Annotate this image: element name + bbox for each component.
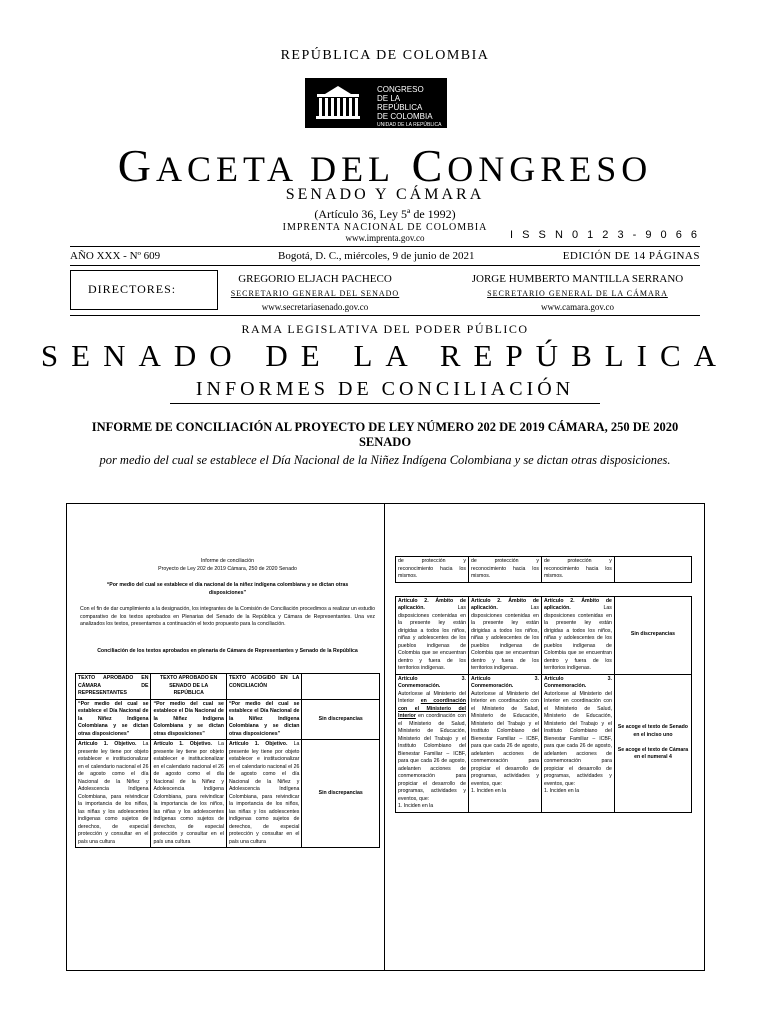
congress-logo: [305, 78, 447, 128]
conciliation-table-right: [395, 556, 692, 813]
printer-name: IMPRENTA NACIONAL DE COLOMBIA: [282, 222, 488, 233]
conciliation-table-left: [75, 673, 380, 848]
col-head-notes: [302, 674, 380, 700]
conciliation-heading: Conciliación de los textos aprobados en plenaria de Cámara de Representantes y Senado de la República: [97, 648, 358, 654]
table-cell: Artículo 3. Conmemoración. Autorícese al Ministerio del Interior en coordinación con el Ministerio de Salud, Ministerio de Educación, Ministerio del Trabajo y el Instituto Colombiano del Bienestar Familiar – ICBF, para que cada 26 de agosto, adelanten acciones de conmemoración para propiciar el desarrollo de programas, actividades y eventos, que: 1. Inciden en la: [541, 674, 614, 812]
col-head-senado: TEXTO APROBADO EN SENADO DE LA REPÚBLICA: [151, 674, 226, 700]
discrepancy-note: Sin discrepancias: [302, 740, 380, 848]
director-senate-name: GREGORIO ELJACH PACHECO: [238, 273, 392, 285]
table-row: [396, 674, 692, 812]
branch-heading: RAMA LEGISLATIVA DEL PODER PÚBLICO: [241, 322, 529, 336]
discrepancy-note: Se acoge el texto de Senado en el inciso uno Se acoge el texto de Cámara en el numeral 4: [614, 674, 691, 812]
director-chamber-name: JORGE HUMBERTO MANTILLA SERRANO: [471, 273, 684, 285]
table-cell: “Por medio del cual se establece el Día Nacional de la Niñez Indígena Colombiana y se dictan otras disposiciones”: [226, 699, 301, 740]
table-cell: “Por medio del cual se establece el Día Nacional de la Niñez Indígena Colombiana y se dictan otras disposiciones”: [76, 699, 151, 740]
gazette-title: GACETA DEL CONGRESO: [117, 140, 653, 191]
table-spacer-row: [396, 582, 692, 596]
director-senate-title: SECRETARIO GENERAL DEL SENADO: [230, 289, 400, 298]
table-row: [396, 557, 692, 583]
table-cell: de protección y reconocimiento hacia los mismos.: [541, 557, 614, 583]
printer-website: www.imprenta.gov.co: [345, 233, 425, 243]
col-head-camara: TEXTO APROBADO EN CÁMARA DE REPRESENTANTES: [76, 674, 151, 700]
table-cell: Artículo 1. Objetivo. La presente ley tiene por objeto establecer e institucionalizar en el calendario nacional el 26 de agosto como el día Nacional de la Niñez y Adolescencia Indígena Colombiana, para reivindicar la importancia de los niños, las niñas y los adolescentes indígenas como sujetos de derechos, de especial protección y consultar en el país una cultura: [151, 740, 226, 848]
discrepancy-note: Sin discrepancias: [614, 596, 691, 674]
left-page-heading: Informe de conciliación: [200, 558, 255, 564]
table-row: [396, 596, 692, 674]
table-cell: de protección y reconocimiento hacia los mismos.: [468, 557, 541, 583]
country-heading: REPÚBLICA DE COLOMBIA: [280, 48, 490, 63]
legal-article: (Artículo 36, Ley 5ª de 1992): [314, 207, 456, 221]
table-header-row: [76, 674, 380, 700]
edition-year: AÑO XXX - Nº 609: [70, 250, 161, 262]
divider: [70, 315, 700, 316]
table-cell: Artículo 1. Objetivo. La presente ley tiene por objeto establecer e institucionalizar en el calendario nacional el 26 de agosto como el día Nacional de la Niñez y Adolescencia Indígena Colombiana, para reivindicar la importancia de los niños, las niñas y los adolescentes indígenas como sujetos de derechos, de especial protección y consultar en el país una cultura: [76, 740, 151, 848]
table-cell: Artículo 2. Ámbito de aplicación. Las disposiciones contenidas en la presente ley están dirigidas a todos los niños, niñas y adolescentes de los pueblos indígenas de Colombia que se encuentran dentro y fuera de los territorios indígenas.: [396, 596, 469, 674]
page-divider: [384, 503, 385, 970]
edition-date: Bogotá, D. C., miércoles, 9 de junio de 2021: [278, 250, 475, 262]
directors-label: DIRECTORES:: [88, 282, 177, 296]
divider: [170, 403, 600, 404]
left-page-quote: “Por medio del cual se establece el día nacional de la niñez indígena colombiana y se dictan otras disposiciones”: [106, 582, 349, 596]
table-cell: Artículo 3. Conmemoración. Autorícese al Ministerio del Interior en coordinación con el Ministerio del Interior en coordinación con el Ministerio de Salud, Ministerio de Educación, Ministerio del Trabajo y el Instituto Colombiano del Bienestar Familiar – ICBF, para que cada 26 de agosto, adelanten acciones de conmemoración para propiciar el desarrollo de programas, actividades y eventos, que: 1. Inciden en la: [396, 674, 469, 812]
table-cell: Artículo 1. Objetivo. La presente ley tiene por objeto establecer e institucionalizar en el calendario nacional el 26 de agosto como el día Nacional de la Niñez y Adolescencia Indígena Colombiana, para reivindicar la importancia de los niños, las niñas y los adolescentes indígenas como sujetos de derechos, de especial protección y consultar en el país una cultura: [226, 740, 301, 848]
report-title: INFORME DE CONCILIACIÓN AL PROYECTO DE LEY NÚMERO 202 DE 2019 CÁMARA, 250 DE 2020 SENADO: [91, 420, 679, 449]
capitol-building-icon: [313, 84, 363, 122]
table-row: [76, 740, 380, 848]
logo-text: CONGRESO DE LA REPÚBLICA DE COLOMBIA UNIDAD DE LA REPÚBLICA: [377, 85, 442, 128]
table-cell: Artículo 3. Conmemoración. Autorícese al Ministerio del Interior en coordinación con el Ministerio de Salud, Ministerio de Educación, Ministerio del Trabajo y el Instituto Colombiano del Bienestar Familiar – ICBF, para que cada 26 de agosto, adelanten acciones de conmemoración para propiciar el desarrollo de programas, actividades y eventos, que: 1. Inciden en la: [468, 674, 541, 812]
table-cell: Artículo 2. Ámbito de aplicación. Las disposiciones contenidas en la presente ley están dirigidas a todos los niños, niñas y adolescentes de los pueblos indígenas de Colombia que se encuentran dentro y fuera de los territorios indígenas.: [541, 596, 614, 674]
table-cell: [614, 557, 691, 583]
table-cell: “Por medio del cual se establece el Día Nacional de la Niñez Indígena Colombiana y se dictan otras disposiciones”: [151, 699, 226, 740]
divider: [70, 246, 700, 247]
senate-website[interactable]: www.secretariasenado.gov.co: [261, 302, 369, 312]
divider: [70, 265, 700, 266]
section-type-heading: INFORMES DE CONCILIACIÓN: [195, 378, 575, 400]
table-cell: de protección y reconocimiento hacia los mismos.: [396, 557, 469, 583]
left-page-intro: Con el fin de dar cumplimiento a la designación, los integrantes de la Comisión de Conciliación procedimos a realizar un estudio comparativo de los textos aprobados en Plenarias del Senado de la República y Cámara de Representantes. Una vez analizados los textos, presentamos a continuación el texto propuesto para la conciliación.: [80, 606, 375, 627]
chamber-heading: SENADO DE LA REPÚBLICA: [40, 338, 730, 373]
table-cell: Artículo 2. Ámbito de aplicación. Las disposiciones contenidas en la presente ley están dirigidas a todos los niños, niñas y adolescentes de los pueblos indígenas de Colombia que se encuentran dentro y fuera de los territorios indígenas.: [468, 596, 541, 674]
director-chamber-title: SECRETARIO GENERAL DE LA CÁMARA: [487, 289, 668, 298]
issn: I S S N 0 1 2 3 - 9 0 6 6: [510, 229, 700, 241]
table-row: [76, 699, 380, 740]
left-page-project: Proyecto de Ley 202 de 2019 Cámara, 250 de 2020 Senado: [158, 566, 297, 572]
discrepancy-note: Sin discrepancias: [302, 699, 380, 740]
chamber-website[interactable]: www.camara.gov.co: [540, 302, 615, 312]
col-head-conciliacion: TEXTO ACOGIDO EN LA CONCILIACIÓN: [226, 674, 301, 700]
gazette-subtitle: SENADO Y CÁMARA: [285, 186, 485, 203]
edition-pages: EDICIÓN DE 14 PÁGINAS: [562, 250, 700, 262]
report-subtitle: por medio del cual se establece el Día Nacional de la Niñez Indígena Colombiana y se dictan otras disposiciones.: [99, 453, 671, 467]
